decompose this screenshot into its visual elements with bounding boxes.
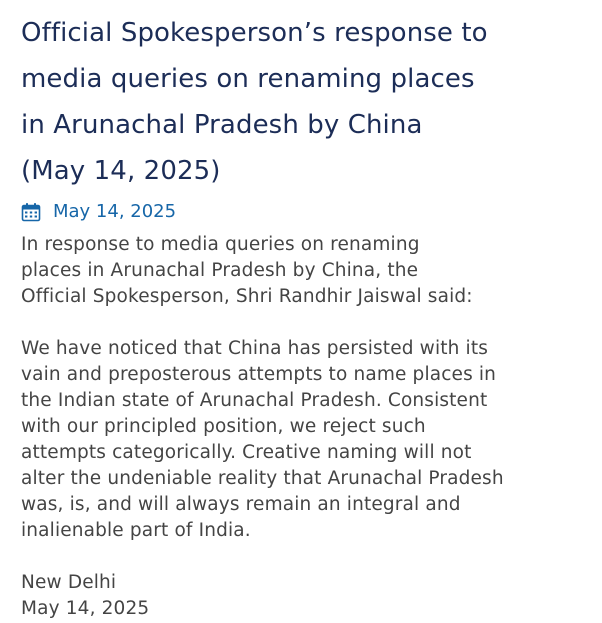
- intro-line: Official Spokesperson, Shri Randhir Jaiswal said:: [21, 286, 473, 307]
- statement-line: was, is, and will always remain an integral and: [21, 494, 461, 515]
- signoff: [21, 570, 582, 622]
- title-line-1: Official Spokesperson’s response to: [21, 18, 488, 48]
- statement-paragraph: [21, 336, 582, 544]
- statement-line: attempts categorically. Creative naming will not: [21, 442, 472, 463]
- publish-date-text: May 14, 2025: [53, 201, 177, 222]
- page-title: [21, 10, 582, 194]
- statement-line: the Indian state of Arunachal Pradesh. Consistent: [21, 390, 488, 411]
- title-line-4: (May 14, 2025): [21, 156, 221, 186]
- calendar-icon: [21, 202, 41, 222]
- statement-line: We have noticed that China has persisted with its: [21, 338, 489, 359]
- statement-line: with our principled position, we reject such: [21, 416, 426, 437]
- intro-line: places in Arunachal Pradesh by China, the: [21, 260, 419, 281]
- title-line-3: in Arunachal Pradesh by China: [21, 110, 423, 140]
- statement-line: alter the undeniable reality that Arunachal Pradesh: [21, 468, 504, 489]
- title-line-2: media queries on renaming places: [21, 64, 475, 94]
- statement-line: vain and preposterous attempts to name places in: [21, 364, 497, 385]
- statement-line: inalienable part of India.: [21, 520, 251, 541]
- intro-line: In response to media queries on renaming: [21, 234, 420, 255]
- signoff-date: May 14, 2025: [21, 598, 150, 619]
- publish-date: [21, 198, 582, 226]
- signoff-place: New Delhi: [21, 572, 117, 593]
- intro-paragraph: [21, 232, 582, 310]
